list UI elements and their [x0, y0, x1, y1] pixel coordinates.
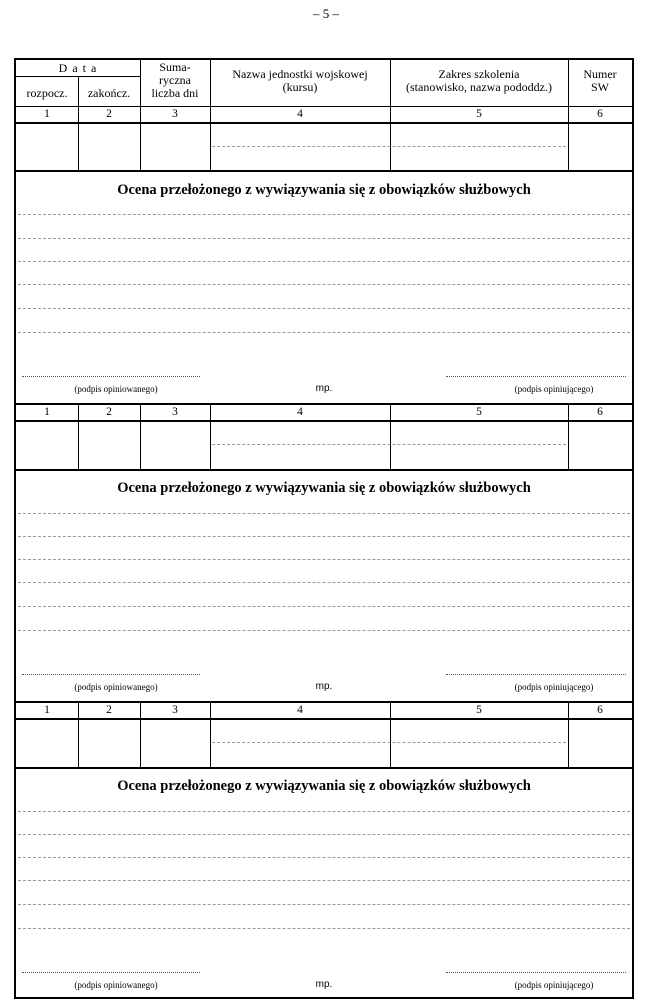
training-scope-header: Zakres szkolenia (stanowisko, nazwa pododdz.) — [406, 67, 552, 94]
unit-name-header: Nazwa jednostki wojskowej (kursu) — [232, 67, 368, 94]
assessment-line[interactable] — [18, 880, 630, 881]
assessment-line[interactable] — [18, 834, 630, 835]
signature-evaluator-label: (podpis opiniującego) — [514, 384, 594, 394]
signature-line-evaluator[interactable] — [446, 674, 626, 675]
column-number: 5 — [476, 704, 482, 716]
column-number: 6 — [597, 704, 603, 716]
assessment-line[interactable] — [18, 606, 630, 607]
column-number: 2 — [106, 704, 112, 716]
column-number: 6 — [597, 108, 603, 120]
assessment-line[interactable] — [18, 904, 630, 905]
stamp-label: mp. — [315, 681, 333, 692]
page-number: – 5 – — [313, 6, 339, 21]
assessment-line[interactable] — [18, 811, 630, 812]
assessment-line[interactable] — [18, 630, 630, 631]
entry-line[interactable] — [212, 444, 566, 445]
signature-line-evaluated[interactable] — [22, 972, 200, 973]
signature-line-evaluated[interactable] — [22, 674, 200, 675]
assessment-line[interactable] — [18, 214, 630, 215]
assessment-title: Ocena przełożonego z wywiązywania się z obowiązków służbowych — [117, 480, 531, 496]
column-number: 4 — [297, 704, 303, 716]
end-date-header: zakończ. — [87, 86, 131, 100]
assessment-line[interactable] — [18, 559, 630, 560]
signature-line-evaluated[interactable] — [22, 376, 200, 377]
column-number: 3 — [172, 406, 178, 418]
assessment-line[interactable] — [18, 284, 630, 285]
signature-evaluator-label: (podpis opiniującego) — [514, 980, 594, 990]
assessment-title: Ocena przełożonego z wywiązywania się z obowiązków służbowych — [117, 778, 531, 794]
date-header: D a t a — [58, 61, 98, 75]
column-number: 2 — [106, 108, 112, 120]
column-number: 1 — [44, 704, 50, 716]
entry-line[interactable] — [212, 742, 566, 743]
column-number: 4 — [297, 406, 303, 418]
column-number: 3 — [172, 108, 178, 120]
assessment-line[interactable] — [18, 582, 630, 583]
signature-evaluator-label: (podpis opiniującego) — [514, 682, 594, 692]
assessment-title: Ocena przełożonego z wywiązywania się z obowiązków służbowych — [117, 182, 531, 198]
column-number: 5 — [476, 406, 482, 418]
column-number: 3 — [172, 704, 178, 716]
column-number: 2 — [106, 406, 112, 418]
sw-number-header: Numer SW — [583, 67, 617, 94]
column-number: 6 — [597, 406, 603, 418]
assessment-line[interactable] — [18, 513, 630, 514]
signature-line-evaluator[interactable] — [446, 376, 626, 377]
column-number: 1 — [44, 108, 50, 120]
column-number: 5 — [476, 108, 482, 120]
assessment-line[interactable] — [18, 332, 630, 333]
training-record-form — [14, 58, 634, 999]
column-number: 1 — [44, 406, 50, 418]
stamp-label: mp. — [315, 383, 333, 394]
stamp-label: mp. — [315, 979, 333, 990]
assessment-line[interactable] — [18, 308, 630, 309]
assessment-line[interactable] — [18, 857, 630, 858]
signature-line-evaluator[interactable] — [446, 972, 626, 973]
signature-evaluated-label: (podpis opiniowanego) — [74, 384, 158, 394]
entry-line[interactable] — [212, 146, 566, 147]
start-date-header: rozpocz. — [26, 86, 68, 100]
assessment-line[interactable] — [18, 928, 630, 929]
assessment-line[interactable] — [18, 238, 630, 239]
assessment-line[interactable] — [18, 536, 630, 537]
column-number: 4 — [297, 108, 303, 120]
assessment-line[interactable] — [18, 261, 630, 262]
signature-evaluated-label: (podpis opiniowanego) — [74, 682, 158, 692]
signature-evaluated-label: (podpis opiniowanego) — [74, 980, 158, 990]
total-days-header: Suma- ryczna liczba dni — [151, 60, 199, 100]
